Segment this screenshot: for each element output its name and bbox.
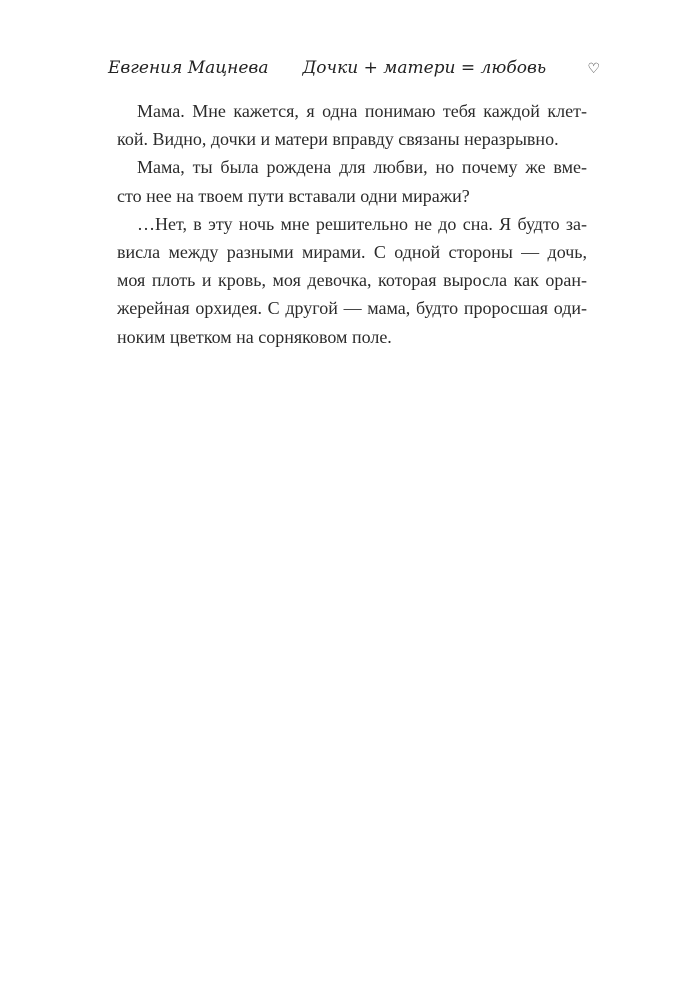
text-line: висла между разными мирами. С одной стороны — дочь, [117, 241, 587, 262]
running-header-title: Дочки + матери = любовь [302, 58, 547, 78]
text-line: Мама, ты была рождена для любви, но почему же вме- [137, 157, 587, 178]
text-line: ноким цветком на сорняковом поле. [117, 326, 392, 347]
text-line: жерейная орхидея. С другой — мама, будто проросшая оди- [117, 298, 587, 319]
text-line: моя плоть и кровь, моя девочка, которая выросла как оран- [117, 270, 587, 291]
page-body-text [117, 97, 587, 351]
text-line: сто нее на твоем пути вставали одни миражи? [117, 185, 470, 206]
heart-icon: ♡ [587, 61, 600, 77]
text-line: кой. Видно, дочки и матери вправду связаны неразрывно. [117, 129, 559, 150]
running-header [108, 58, 600, 78]
running-header-author: Евгения Мацнева [108, 58, 269, 78]
text-line: …Нет, в эту ночь мне решительно не до сна. Я будто за- [137, 213, 587, 234]
text-line: Мама. Мне кажется, я одна понимаю тебя каждой клет- [137, 101, 587, 121]
